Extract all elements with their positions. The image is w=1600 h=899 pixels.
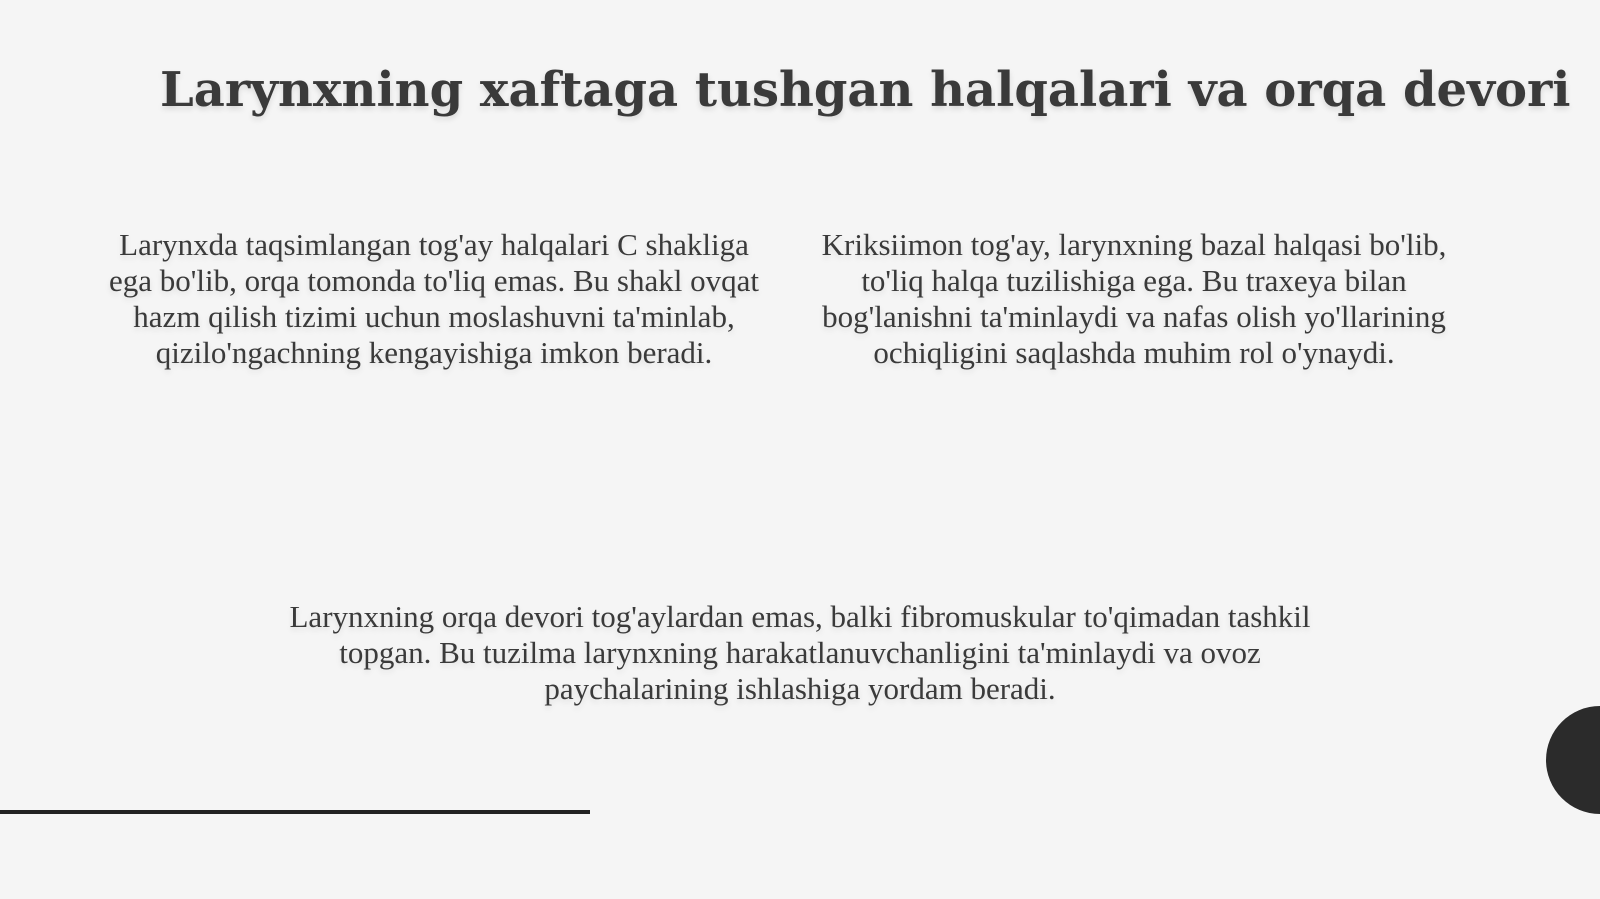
decorative-circle (1546, 706, 1600, 814)
decorative-divider-line (0, 810, 590, 814)
paragraph-left: Larynxda taqsimlangan tog'ay halqalari C shakliga ega bo'lib, orqa tomonda to'liq emas. Bu shakl ovqat hazm qilish tizimi uchun moslashuvni ta'minlab, qizilo'ngachning kengayishiga imkon beradi. (108, 227, 759, 370)
slide-title: Larynxning xaftaga tushgan halqalari va orqa devori (160, 62, 1571, 118)
paragraph-bottom: Larynxning orqa devori tog'aylardan emas, balki fibromuskular to'qimadan tashkil topgan. Bu tuzilma larynxning harakatlanuvchanligini ta'minlaydi va ovoz paychalarining ishlashiga yordam beradi. (289, 599, 1311, 706)
paragraph-right: Kriksiimon tog'ay, larynxning bazal halqasi bo'lib, to'liq halqa tuzilishiga ega. Bu traxeya bilan bog'lanishni ta'minlaydi va nafas olish yo'llarining ochiqligini saqlashda muhim rol o'ynaydi. (821, 227, 1447, 370)
